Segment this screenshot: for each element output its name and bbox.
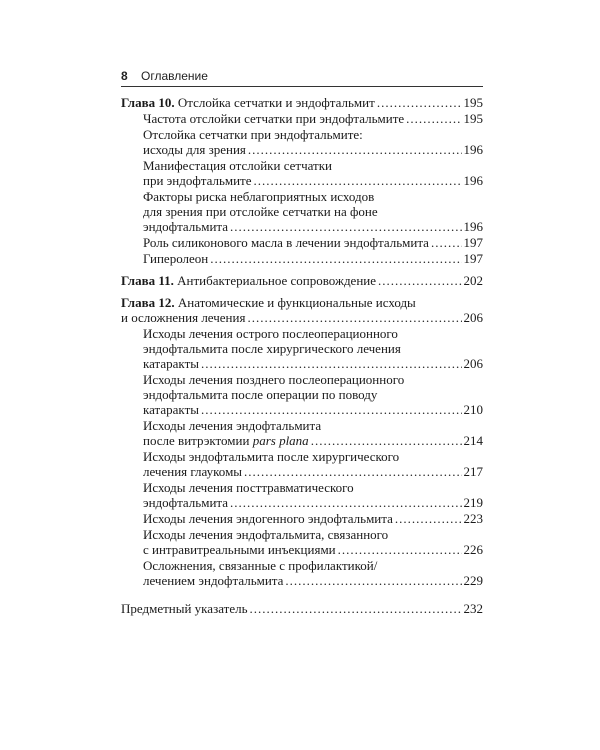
- header-rule: [121, 86, 483, 87]
- chapter-title: Отслойка сетчатки и эндофтальмит: [177, 95, 375, 110]
- chapter-title: Антибактериальное сопровождение: [177, 273, 377, 288]
- leader-dots: [230, 495, 461, 510]
- leader-dots: [201, 402, 462, 417]
- section-title-line: эндофтальмита после операции по поводу: [143, 387, 378, 402]
- leader-dots: [248, 142, 462, 157]
- page-ref: 219: [463, 495, 483, 510]
- table-of-contents: [121, 95, 483, 617]
- section-title: исходы для зрения: [143, 142, 246, 157]
- toc-section: [121, 527, 483, 557]
- toc-section: [121, 558, 483, 588]
- page-ref: 195: [463, 111, 483, 126]
- section-title-line: Исходы лечения посттравматического: [143, 480, 354, 495]
- section-title-line: для зрения при отслойке сетчатки на фоне: [143, 204, 378, 219]
- leader-dots: [338, 542, 462, 557]
- section-title-line: Манифестация отслойки сетчатки: [143, 158, 332, 173]
- page-ref: 217: [463, 464, 483, 479]
- leader-dots: [377, 95, 462, 110]
- section-title-line: Отслойка сетчатки при эндофтальмите:: [143, 127, 363, 142]
- page-ref: 206: [463, 356, 483, 371]
- page-ref: 196: [463, 219, 483, 234]
- chapter-label: Глава 10.: [121, 95, 175, 110]
- section-title-line: Осложнения, связанные с профилактикой/: [143, 558, 378, 573]
- section-title: лечением эндофтальмита: [143, 573, 284, 588]
- leader-dots: [406, 111, 461, 126]
- running-title: Оглавление: [141, 69, 208, 83]
- section-title-line: эндофтальмита после хирургического лечения: [143, 341, 401, 356]
- section-title: катаракты: [143, 356, 199, 371]
- toc-index: [121, 601, 483, 616]
- toc-section: [121, 251, 483, 266]
- leader-dots: [230, 219, 461, 234]
- chapter-title: и осложнения лечения: [121, 310, 246, 325]
- page-ref: 196: [463, 142, 483, 157]
- toc-section: [121, 480, 483, 510]
- toc-section: [121, 418, 483, 448]
- section-title-line: Исходы лечения эндофтальмита: [143, 418, 322, 433]
- page-ref: 196: [463, 173, 483, 188]
- toc-section: [121, 511, 483, 526]
- page-ref: 206: [463, 310, 483, 325]
- toc-section: [121, 189, 483, 234]
- page-ref: 226: [463, 542, 483, 557]
- section-title-emphasis: pars plana: [252, 433, 309, 448]
- leader-dots: [431, 235, 462, 250]
- chapter-label: Глава 11.: [121, 273, 174, 288]
- page-number: 8: [121, 69, 128, 83]
- leader-dots: [201, 356, 462, 371]
- page-ref: 210: [463, 402, 483, 417]
- leader-dots: [247, 310, 461, 325]
- chapter-label: Глава 12.: [121, 295, 175, 310]
- page-ref: 195: [463, 95, 483, 110]
- section-title: катаракты: [143, 402, 199, 417]
- section-title-line: Исходы лечения позднего послеоперационного: [143, 372, 405, 387]
- section-title-line: Факторы риска неблагоприятных исходов: [143, 189, 375, 204]
- toc-chapter-11: [121, 273, 483, 288]
- page-ref: 202: [463, 273, 483, 288]
- leader-dots: [378, 273, 461, 288]
- section-title: при эндофтальмите: [143, 173, 252, 188]
- section-title: Гиперолеон: [143, 251, 209, 266]
- leader-dots: [250, 601, 462, 616]
- toc-section: [121, 372, 483, 417]
- leader-dots: [254, 173, 462, 188]
- section-title: Роль силиконового масла в лечении эндофтальмита: [143, 235, 429, 250]
- toc-section: [121, 127, 483, 157]
- page-ref: 223: [463, 511, 483, 526]
- chapter-title-line: Анатомические и функциональные исходы: [177, 295, 416, 310]
- section-title: с интравитреальными инъекциями: [143, 542, 336, 557]
- toc-section: [121, 158, 483, 188]
- page-ref: 229: [463, 573, 483, 588]
- toc-section: [121, 326, 483, 371]
- leader-dots: [285, 573, 461, 588]
- toc-chapter-12: [121, 295, 483, 325]
- section-title: после витрэктомии: [143, 433, 250, 448]
- section-title: Частота отслойки сетчатки при эндофтальмите: [143, 111, 405, 126]
- leader-dots: [210, 251, 461, 266]
- section-title: лечения глаукомы: [143, 464, 243, 479]
- spacer: [121, 589, 483, 601]
- toc-section: [121, 111, 483, 126]
- section-title-line: Исходы лечения эндофтальмита, связанного: [143, 527, 389, 542]
- section-title-line: Исходы эндофтальмита после хирургического: [143, 449, 400, 464]
- toc-section: [121, 449, 483, 479]
- page-ref: 197: [463, 235, 483, 250]
- section-title: эндофтальмита: [143, 219, 229, 234]
- leader-dots: [311, 433, 462, 448]
- section-title: эндофтальмита: [143, 495, 229, 510]
- page-ref: 197: [463, 251, 483, 266]
- page-ref: 232: [463, 601, 483, 616]
- toc-section: [121, 235, 483, 250]
- section-title: Исходы лечения эндогенного эндофтальмита: [143, 511, 393, 526]
- page-ref: 214: [463, 433, 483, 448]
- running-header: [121, 69, 483, 83]
- leader-dots: [395, 511, 462, 526]
- index-title: Предметный указатель: [121, 601, 248, 616]
- leader-dots: [244, 464, 461, 479]
- toc-chapter-10: [121, 95, 483, 110]
- section-title-line: Исходы лечения острого послеоперационного: [143, 326, 398, 341]
